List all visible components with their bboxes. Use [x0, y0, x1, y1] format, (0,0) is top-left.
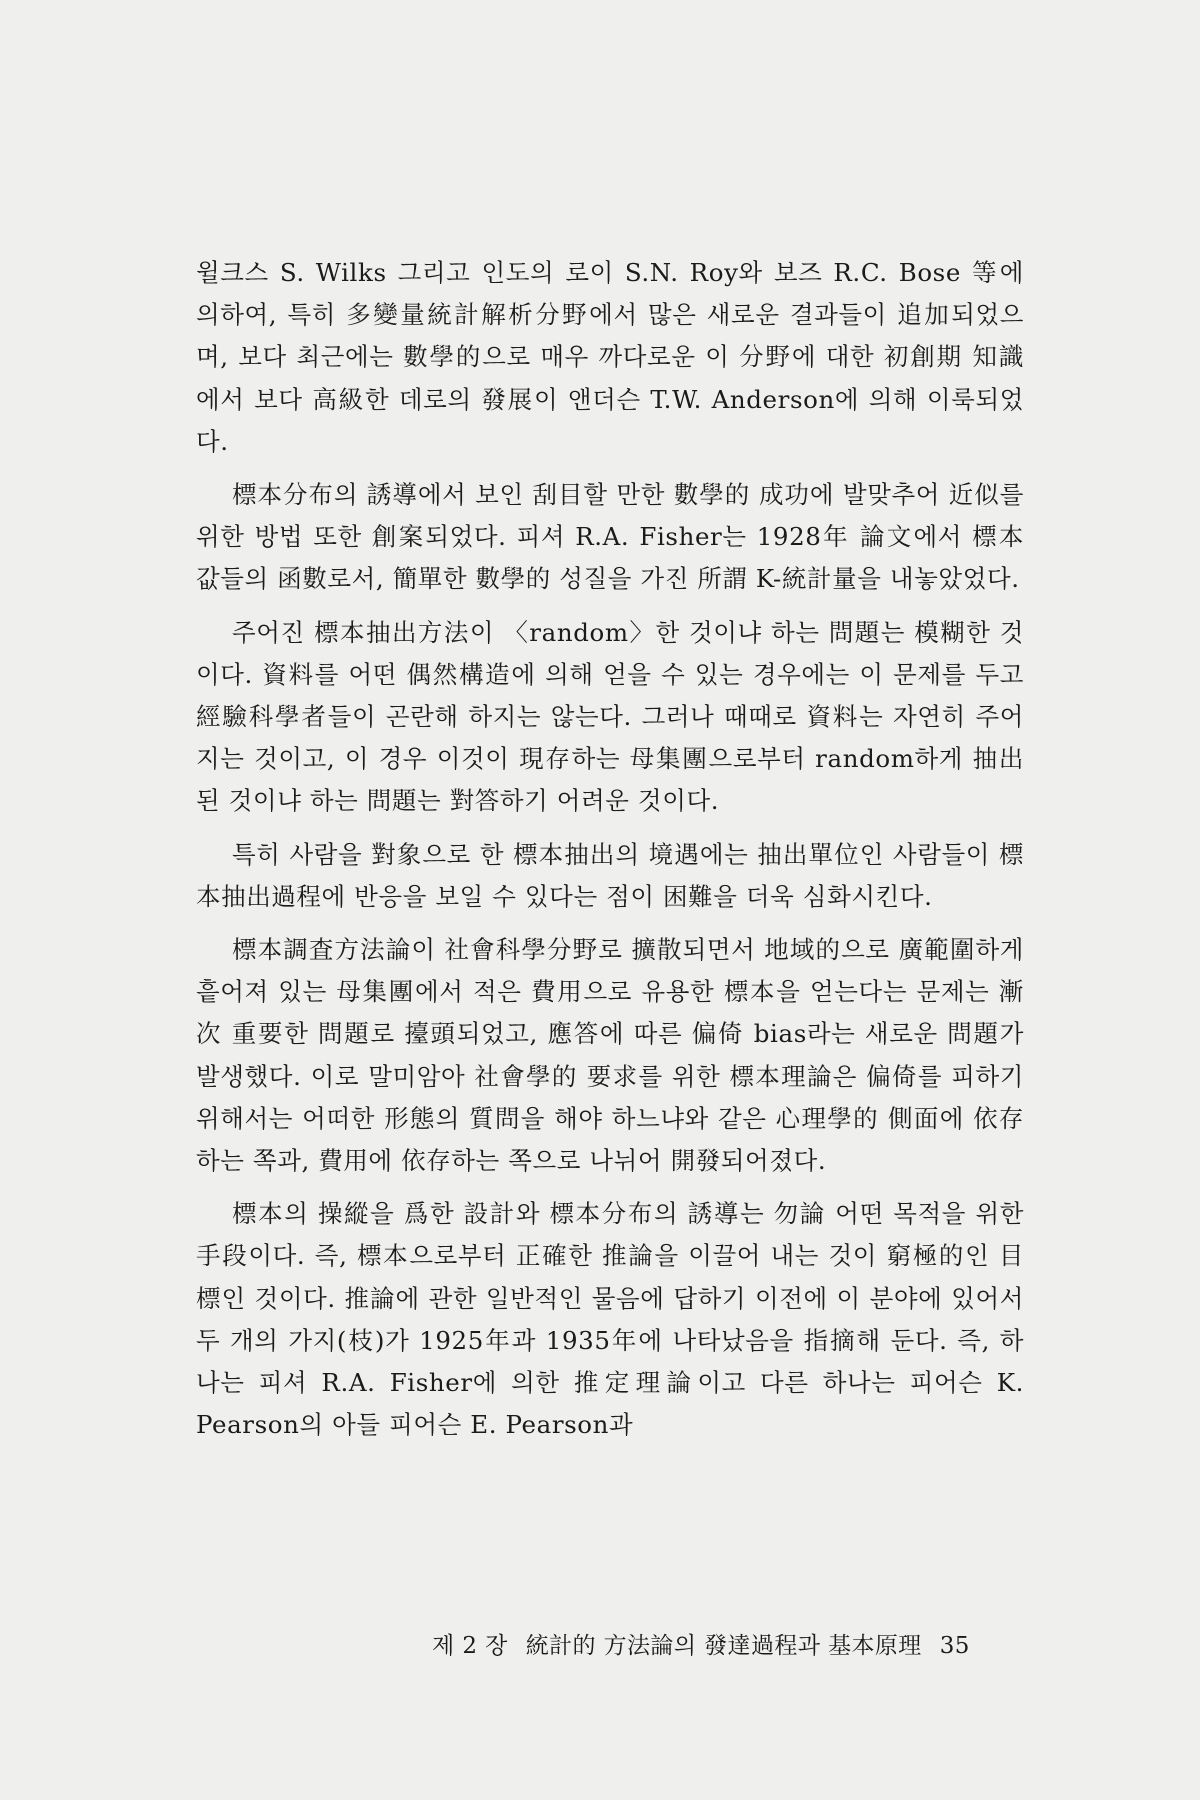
paragraph-4: 특히 사람을 對象으로 한 標本抽出의 境遇에는 抽出單位인 사람들이 標本抽出過程에 반응을 보일 수 있다는 점이 困難을 더욱 심화시킨다.	[196, 839, 1024, 911]
page-number: 35	[939, 1633, 970, 1659]
body-text	[196, 252, 1024, 1457]
paragraph-6: 標本의 操縱을 爲한 設計와 標本分布의 誘導는 勿論 어떤 목적을 위한 手段이다. 즉, 標本으로부터 正確한 推論을 이끌어 내는 것이 窮極的인 目標인 것이다. 推論에 관한 일반적인 물음에 답하기 이전에 이 분야에 있어서 두 개의 가지(枝)가 1925年과 1935年에 나타났음을 指摘해 둔다. 즉, 하나는 피셔 R.A. Fisher에 의한 推定理論이고 다른 하나는 피어슨 K. Pearson의 아들 피어슨 E. Pearson과	[196, 1199, 1024, 1440]
paragraph-5: 標本調査方法論이 社會科學分野로 擴散되면서 地域的으로 廣範圍하게 흩어져 있는 母集團에서 적은 費用으로 유용한 標本을 얻는다는 문제는 漸次 重要한 問題로 擡頭되었고, 應答에 따른 偏倚 bias라는 새로운 問題가 발생했다. 이로 말미암아 社會學的 要求를 위한 標本理論은 偏倚를 피하기 위해서는 어떠한 形態의 質問을 해야 하느냐와 같은 心理學的 側面에 依存하는 쪽과, 費用에 依存하는 쪽으로 나뉘어 開發되어졌다.	[196, 935, 1024, 1176]
paragraph-2: 標本分布의 誘導에서 보인 刮目할 만한 數學的 成功에 발맞추어 近似를 위한 방법 또한 創案되었다. 피셔 R.A. Fisher는 1928年 論文에서 標本 값들의 函數로서, 簡單한 數學的 성질을 가진 所謂 K-統計量을 내놓았었다.	[196, 480, 1024, 594]
chapter-label: 제 2 장	[432, 1633, 508, 1659]
running-footer	[432, 1627, 1024, 1660]
paragraph-3: 주어진 標本抽出方法이 〈random〉한 것이냐 하는 問題는 模糊한 것이다. 資料를 어떤 偶然構造에 의해 얻을 수 있는 경우에는 이 문제를 두고 經驗科學者들이 곤란해 하지는 않는다. 그러나 때때로 資料는 자연히 주어지는 것이고, 이 경우 이것이 現存하는 母集團으로부터 random하게 抽出된 것이냐 하는 問題는 對答하기 어려운 것이다.	[196, 617, 1024, 816]
chapter-title: 統計的 方法論의 發達過程과 基本原理	[525, 1633, 922, 1659]
paragraph-1: 윌크스 S. Wilks 그리고 인도의 로이 S.N. Roy와 보즈 R.C. Bose 等에 의하여, 특히 多變量統計解析分野에서 많은 새로운 결과들이 追加되었으며, 보다 최근에는 數學的으로 매우 까다로운 이 分野에 대한 初創期 知識에서 보다 高級한 데로의 發展이 앤더슨 T.W. Anderson에 의해 이룩되었다.	[196, 258, 1024, 456]
